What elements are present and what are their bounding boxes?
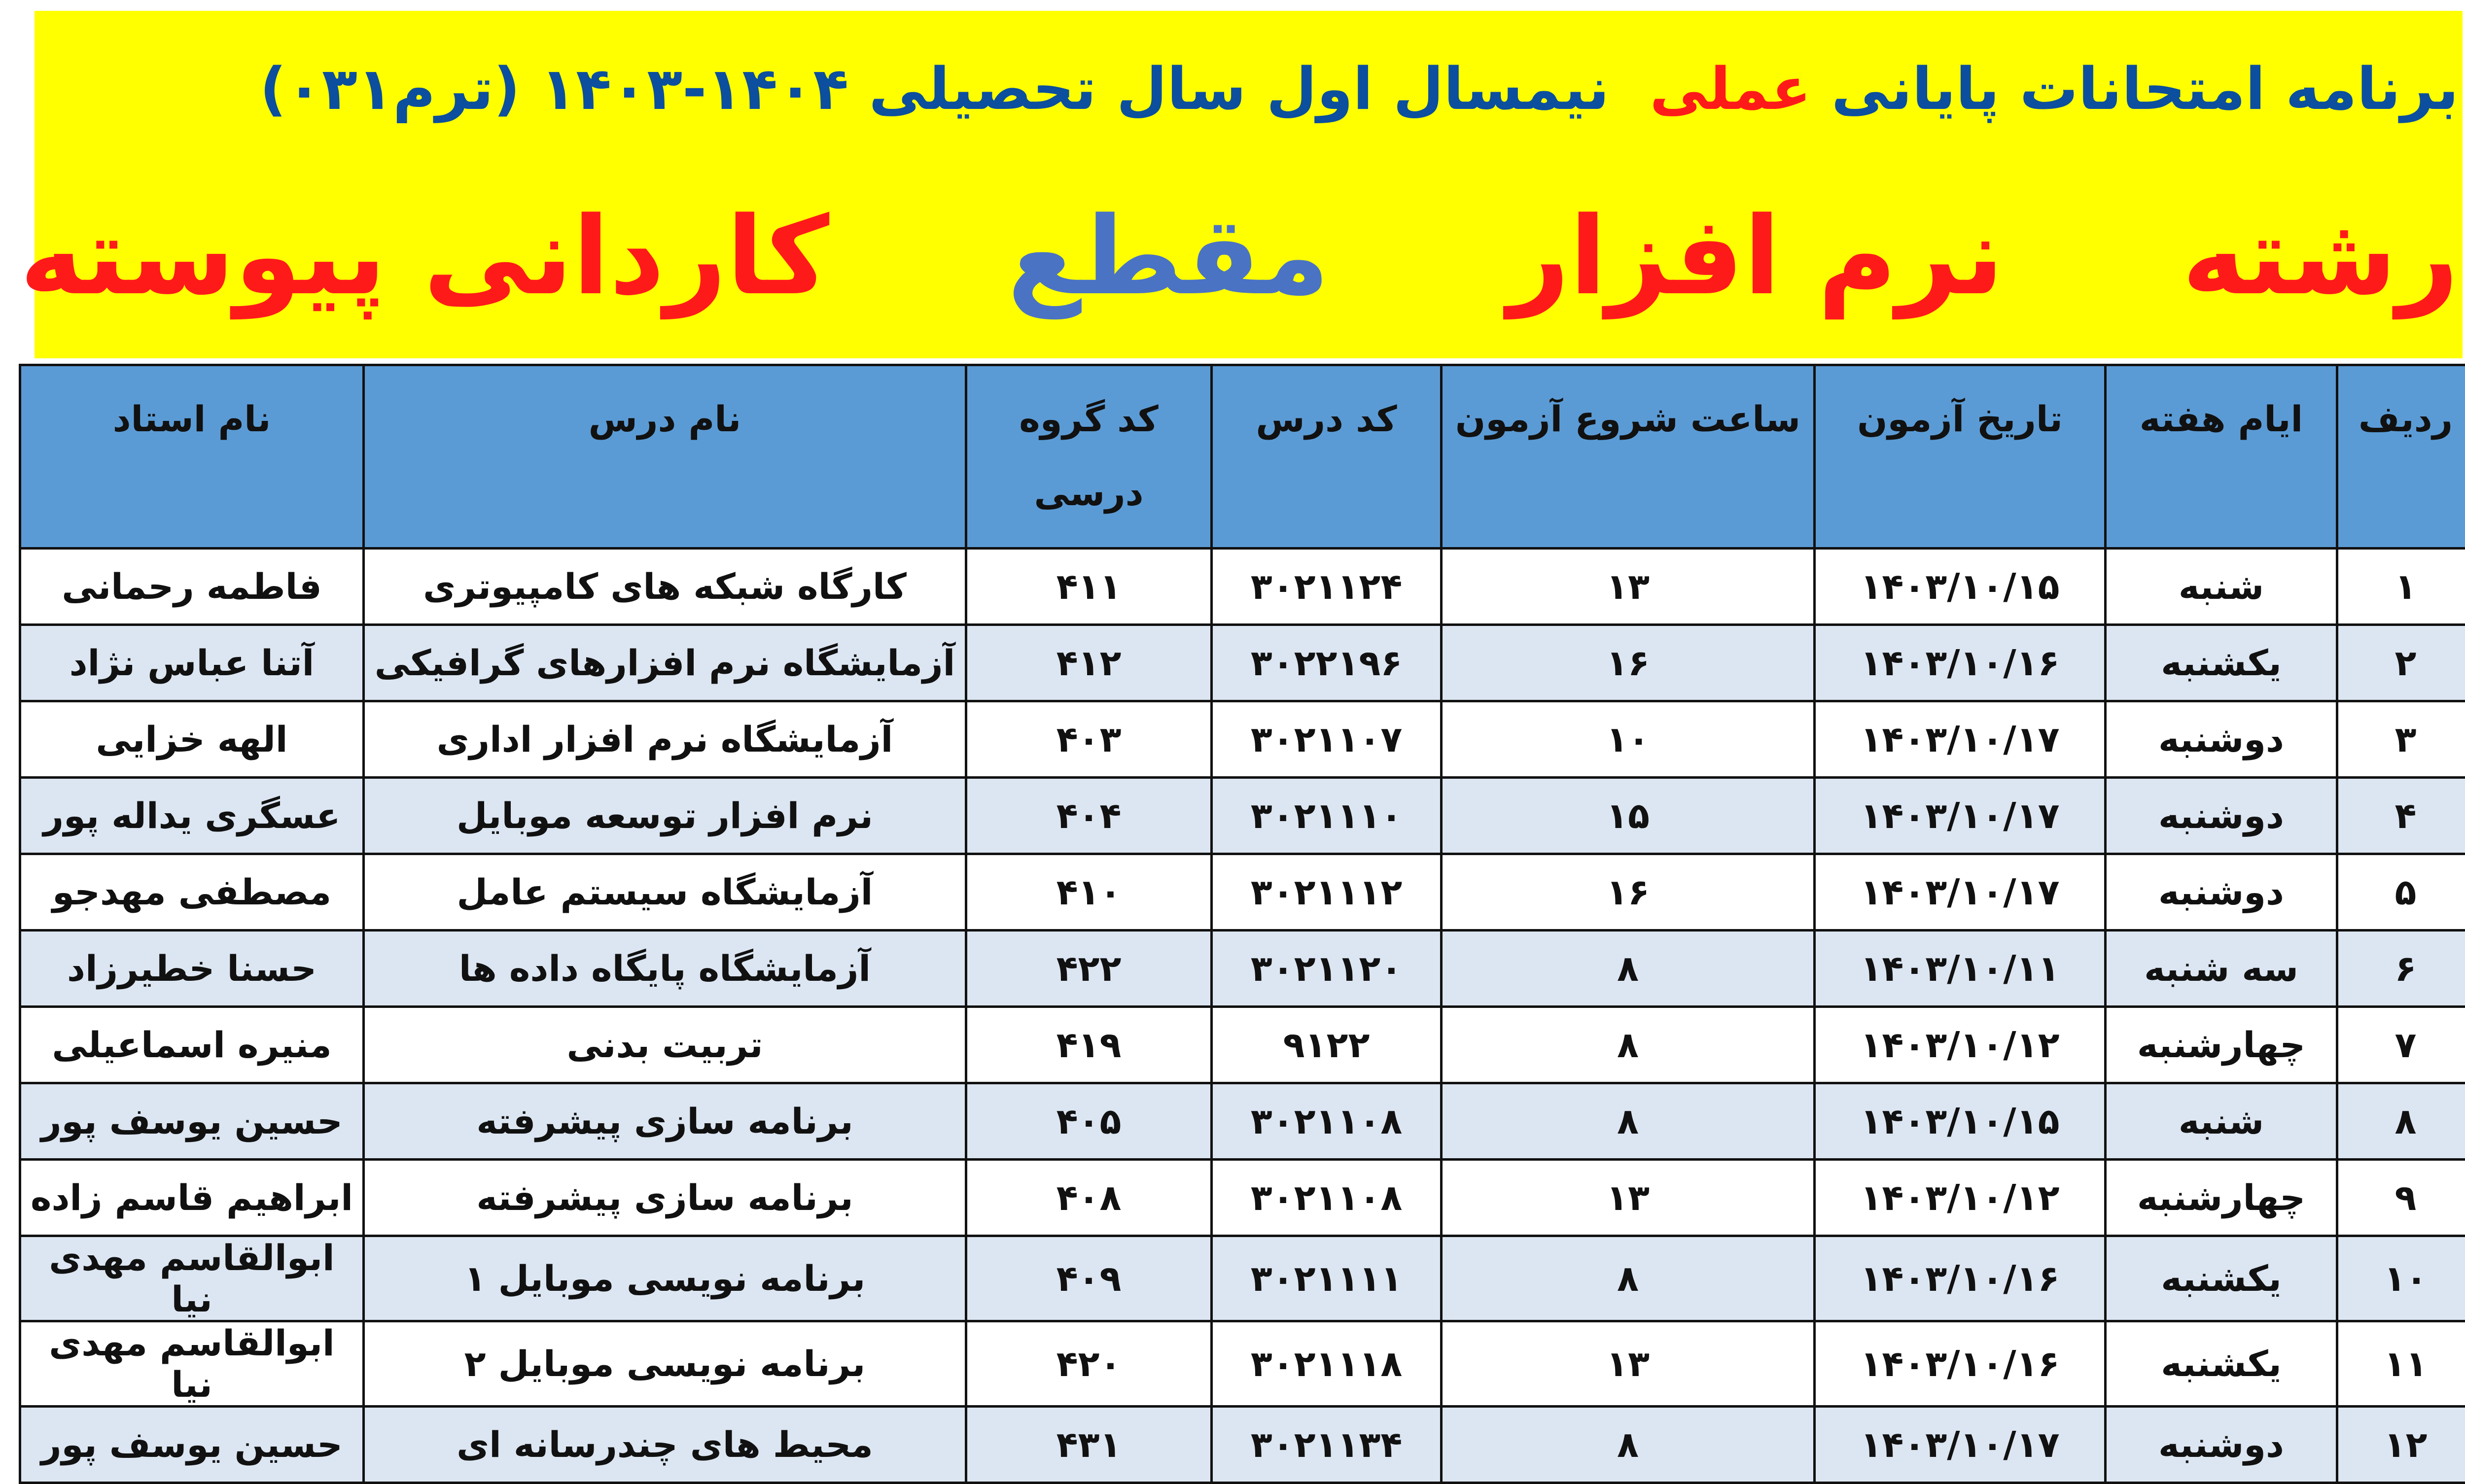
cell-weekday: سه شنبه <box>2106 931 2337 1007</box>
cell-instructor: ابراهیم قاسم زاده <box>20 1160 364 1236</box>
subtitle-level-name: کاردانی پیوسته <box>20 194 829 319</box>
cell-exam-date: ۱۴۰۳/۱۰/۱۷ <box>1815 854 2106 931</box>
cell-weekday: چهارشنبه <box>2106 1160 2337 1236</box>
table-row <box>20 778 2465 854</box>
cell-exam-date: ۱۴۰۳/۱۰/۱۱ <box>1815 931 2106 1007</box>
cell-course-name: برنامه سازی پیشرفته <box>364 1083 966 1160</box>
cell-weekday: شنبه <box>2106 1083 2337 1160</box>
cell-course-code: ۳۰۲۱۱۱۸ <box>1212 1321 1442 1407</box>
cell-start-time: ۸ <box>1442 1007 1815 1083</box>
page-title <box>20 30 2459 148</box>
cell-row-number: ۶ <box>2337 931 2465 1007</box>
cell-row-number: ۱۰ <box>2337 1236 2465 1321</box>
table-row <box>20 701 2465 778</box>
cell-course-code: ۳۰۲۱۱۱۰ <box>1212 778 1442 854</box>
cell-weekday: دوشنبه <box>2106 854 2337 931</box>
exam-schedule-table <box>19 364 2465 1484</box>
table-row <box>20 1407 2465 1483</box>
cell-instructor: ابوالقاسم مهدی نیا <box>20 1236 364 1321</box>
table-row <box>20 1083 2465 1160</box>
cell-course-code: ۹۱۲۲ <box>1212 1007 1442 1083</box>
cell-row-number: ۸ <box>2337 1083 2465 1160</box>
cell-group-code: ۴۳۱ <box>966 1407 1212 1483</box>
cell-course-name: آزمایشگاه نرم افزار اداری <box>364 701 966 778</box>
cell-group-code: ۴۰۹ <box>966 1236 1212 1321</box>
cell-weekday: دوشنبه <box>2106 701 2337 778</box>
table-row <box>20 1321 2465 1407</box>
cell-group-code: ۴۱۹ <box>966 1007 1212 1083</box>
title-part-1: برنامه امتحانات پایانی <box>1831 55 2459 123</box>
header-course-name: نام درس <box>364 365 966 549</box>
cell-start-time: ۸ <box>1442 1407 1815 1483</box>
cell-group-code: ۴۰۸ <box>966 1160 1212 1236</box>
cell-start-time: ۸ <box>1442 1236 1815 1321</box>
cell-weekday: دوشنبه <box>2106 1407 2337 1483</box>
cell-start-time: ۱۶ <box>1442 625 1815 701</box>
cell-exam-date: ۱۴۰۳/۱۰/۱۲ <box>1815 1007 2106 1083</box>
cell-instructor: حسین یوسف پور <box>20 1407 364 1483</box>
cell-course-name: آزمایشگاه سیستم عامل <box>364 854 966 931</box>
cell-start-time: ۸ <box>1442 931 1815 1007</box>
cell-weekday: یکشنبه <box>2106 625 2337 701</box>
cell-weekday: یکشنبه <box>2106 1321 2337 1407</box>
cell-row-number: ۴ <box>2337 778 2465 854</box>
cell-start-time: ۱۶ <box>1442 854 1815 931</box>
cell-weekday: دوشنبه <box>2106 778 2337 854</box>
cell-instructor: حسنا خطیرزاد <box>20 931 364 1007</box>
cell-group-code: ۴۲۰ <box>966 1321 1212 1407</box>
cell-start-time: ۱۵ <box>1442 778 1815 854</box>
table-header-row <box>20 365 2465 549</box>
header-exam-date: تاریخ آزمون <box>1815 365 2106 549</box>
table-row <box>20 549 2465 625</box>
cell-course-code: ۳۰۲۱۱۱۱ <box>1212 1236 1442 1321</box>
cell-instructor: عسگری یداله پور <box>20 778 364 854</box>
cell-weekday: یکشنبه <box>2106 1236 2337 1321</box>
title-practical-word: عملی <box>1650 55 1811 123</box>
cell-course-code: ۳۰۲۱۱۳۴ <box>1212 1407 1442 1483</box>
subtitle-field-name: نرم افزار <box>1508 194 2004 319</box>
table-row <box>20 931 2465 1007</box>
cell-course-name: برنامه سازی پیشرفته <box>364 1160 966 1236</box>
cell-course-code: ۳۰۲۱۱۰۸ <box>1212 1160 1442 1236</box>
table-row <box>20 1007 2465 1083</box>
cell-group-code: ۴۰۵ <box>966 1083 1212 1160</box>
header-row-number: ردیف <box>2337 365 2465 549</box>
cell-course-code: ۳۰۲۱۱۲۰ <box>1212 931 1442 1007</box>
table-row <box>20 1236 2465 1321</box>
cell-weekday: چهارشنبه <box>2106 1007 2337 1083</box>
cell-course-code: ۳۰۲۲۱۹۶ <box>1212 625 1442 701</box>
cell-exam-date: ۱۴۰۳/۱۰/۱۷ <box>1815 701 2106 778</box>
cell-group-code: ۴۱۱ <box>966 549 1212 625</box>
cell-start-time: ۱۳ <box>1442 1160 1815 1236</box>
cell-course-name: برنامه نویسی موبایل ۱ <box>364 1236 966 1321</box>
table-row <box>20 1160 2465 1236</box>
cell-group-code: ۴۱۲ <box>966 625 1212 701</box>
cell-row-number: ۲ <box>2337 625 2465 701</box>
cell-start-time: ۸ <box>1442 1083 1815 1160</box>
cell-instructor: ابوالقاسم مهدی نیا <box>20 1321 364 1407</box>
cell-exam-date: ۱۴۰۳/۱۰/۱۶ <box>1815 1236 2106 1321</box>
cell-group-code: ۴۰۴ <box>966 778 1212 854</box>
cell-start-time: ۱۰ <box>1442 701 1815 778</box>
header-weekday: ایام هفته <box>2106 365 2337 549</box>
cell-row-number: ۱۱ <box>2337 1321 2465 1407</box>
cell-group-code: ۴۰۳ <box>966 701 1212 778</box>
cell-course-code: ۳۰۲۱۱۰۷ <box>1212 701 1442 778</box>
cell-instructor: مصطفی مهدجو <box>20 854 364 931</box>
cell-course-code: ۳۰۲۱۱۰۸ <box>1212 1083 1442 1160</box>
cell-group-code: ۴۱۰ <box>966 854 1212 931</box>
cell-course-name: تربیت بدنی <box>364 1007 966 1083</box>
cell-start-time: ۱۳ <box>1442 1321 1815 1407</box>
cell-row-number: ۵ <box>2337 854 2465 931</box>
cell-weekday: شنبه <box>2106 549 2337 625</box>
cell-exam-date: ۱۴۰۳/۱۰/۱۶ <box>1815 1321 2106 1407</box>
cell-instructor: الهه خزایی <box>20 701 364 778</box>
cell-exam-date: ۱۴۰۳/۱۰/۱۲ <box>1815 1160 2106 1236</box>
cell-group-code: ۴۲۲ <box>966 931 1212 1007</box>
cell-row-number: ۳ <box>2337 701 2465 778</box>
cell-course-code: ۳۰۲۱۱۲۴ <box>1212 549 1442 625</box>
cell-exam-date: ۱۴۰۳/۱۰/۱۷ <box>1815 778 2106 854</box>
title-part-2: نیمسال اول سال تحصیلی ۱۴۰۴-۱۴۰۳ (ترم۰۳۱) <box>260 55 1609 123</box>
cell-course-name: برنامه نویسی موبایل ۲ <box>364 1321 966 1407</box>
cell-course-code: ۳۰۲۱۱۱۲ <box>1212 854 1442 931</box>
cell-instructor: منیره اسماعیلی <box>20 1007 364 1083</box>
cell-exam-date: ۱۴۰۳/۱۰/۱۵ <box>1815 549 2106 625</box>
cell-row-number: ۹ <box>2337 1160 2465 1236</box>
cell-instructor: حسین یوسف پور <box>20 1083 364 1160</box>
cell-course-name: آزمایشگاه نرم افزارهای گرافیکی <box>364 625 966 701</box>
cell-instructor: آتنا عباس نژاد <box>20 625 364 701</box>
header-start-time: ساعت شروع آزمون <box>1442 365 1815 549</box>
program-subtitle <box>20 175 2459 338</box>
cell-exam-date: ۱۴۰۳/۱۰/۱۶ <box>1815 625 2106 701</box>
cell-exam-date: ۱۴۰۳/۱۰/۱۵ <box>1815 1083 2106 1160</box>
table-row <box>20 854 2465 931</box>
header-instructor: نام استاد <box>20 365 364 549</box>
subtitle-level-label: مقطع <box>1008 194 1330 319</box>
cell-row-number: ۱۲ <box>2337 1407 2465 1483</box>
header-group-code: کد گروه درسی <box>966 365 1212 549</box>
cell-start-time: ۱۳ <box>1442 549 1815 625</box>
cell-instructor: فاطمه رحمانی <box>20 549 364 625</box>
subtitle-field-label: رشته <box>2182 194 2459 319</box>
cell-row-number: ۱ <box>2337 549 2465 625</box>
table-row <box>20 625 2465 701</box>
cell-row-number: ۷ <box>2337 1007 2465 1083</box>
cell-course-name: نرم افزار توسعه موبایل <box>364 778 966 854</box>
header-course-code: کد درس <box>1212 365 1442 549</box>
cell-course-name: کارگاه شبکه های کامپیوتری <box>364 549 966 625</box>
cell-exam-date: ۱۴۰۳/۱۰/۱۷ <box>1815 1407 2106 1483</box>
cell-course-name: آزمایشگاه پایگاه داده ها <box>364 931 966 1007</box>
cell-course-name: محیط های چندرسانه ای <box>364 1407 966 1483</box>
